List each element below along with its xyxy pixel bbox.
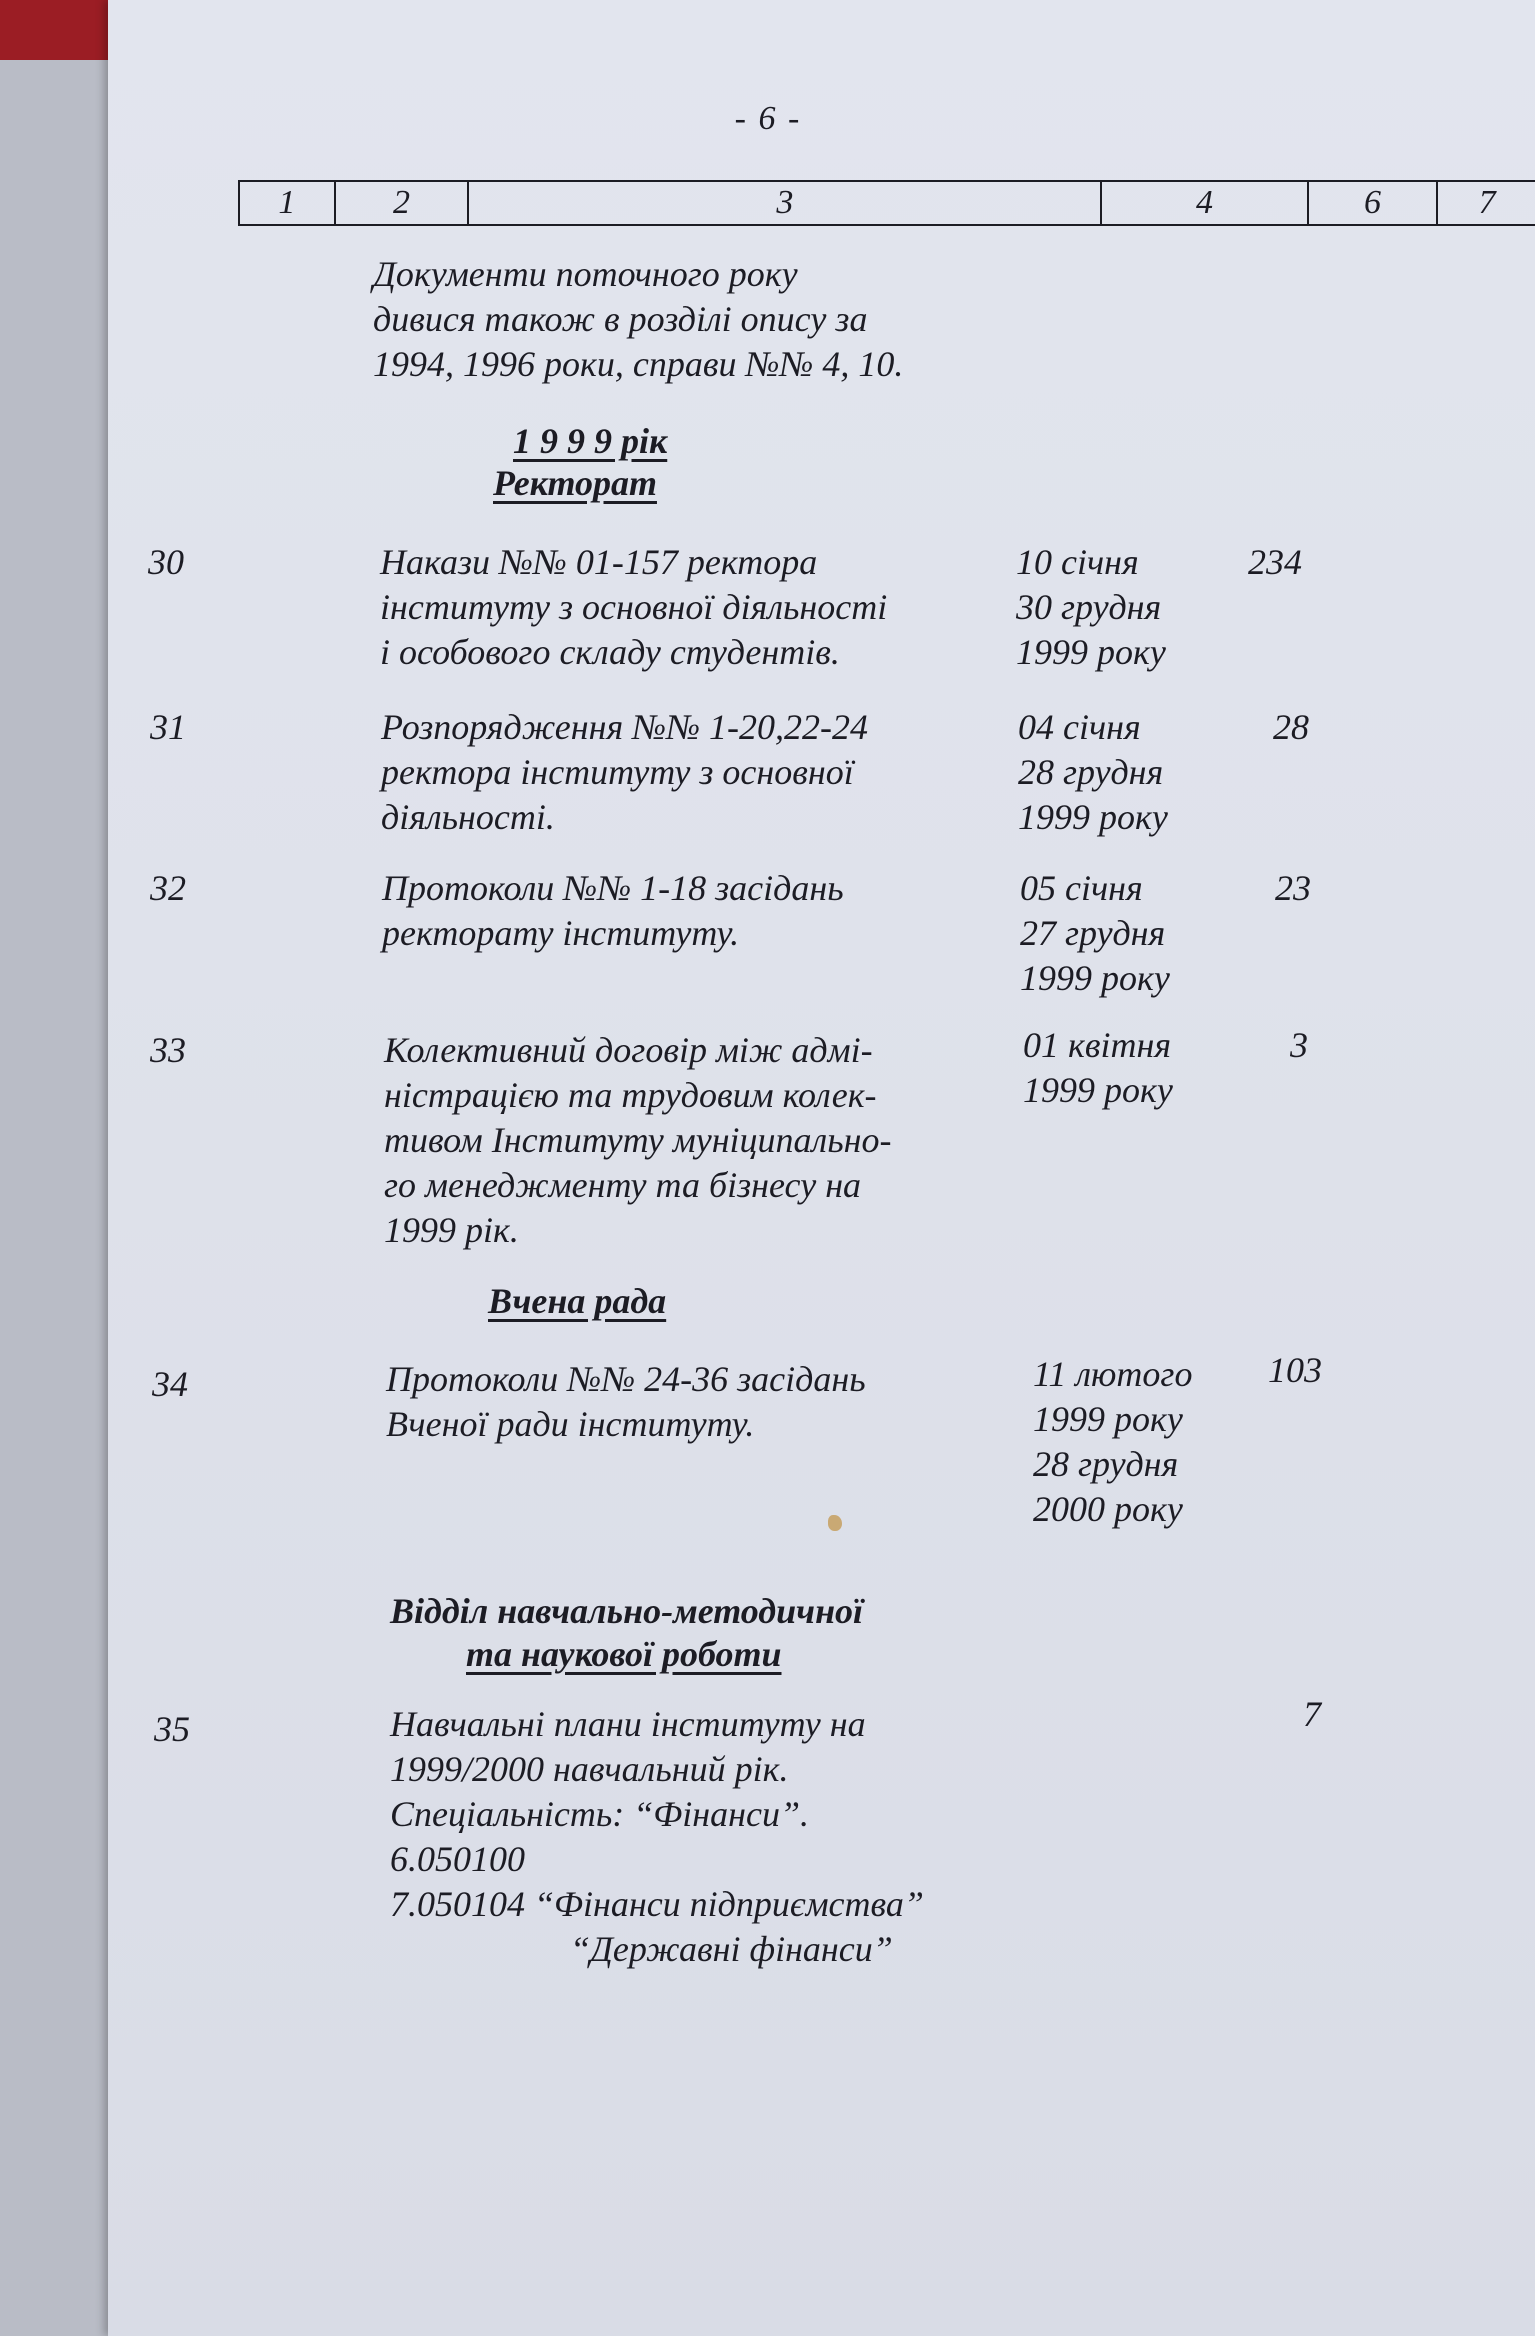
description-line: 6.050100 [390, 1839, 525, 1879]
entry-32-count: 23 [1275, 868, 1311, 908]
description-line: діяльності. [381, 797, 555, 837]
entry-30-count: 234 [1248, 542, 1302, 582]
entry-32-dates [1020, 866, 1170, 1001]
paper-stain [828, 1515, 842, 1531]
date-line: 1999 року [1016, 632, 1166, 672]
intro-note-line: Документи поточного року [373, 254, 798, 294]
entry-34-number: 34 [152, 1364, 188, 1404]
intro-note-line: дивися також в розділі опису за [373, 299, 868, 339]
description-line: інституту з основної діяльності [380, 587, 888, 627]
description-line: ністрацією та трудовим колек- [384, 1075, 877, 1115]
intro-note [373, 252, 903, 387]
description-line: ректора інституту з основної [381, 752, 854, 792]
description-line: Спеціальність: “Фінанси”. [390, 1794, 809, 1834]
column-header-1: 1 [240, 182, 336, 224]
date-line: 10 січня [1016, 542, 1139, 582]
date-line: 1999 року [1020, 958, 1170, 998]
date-line: 27 грудня [1020, 913, 1166, 953]
column-header-3: 3 [469, 182, 1102, 224]
year-heading: 1 9 9 9 рік [513, 421, 668, 461]
description-line: Навчальні плани інституту на [390, 1704, 866, 1744]
entry-31-dates [1018, 705, 1168, 840]
date-line: 01 квітня [1023, 1025, 1172, 1065]
description-line: Протоколи №№ 24-36 засідань [386, 1359, 866, 1399]
description-line: Розпорядження №№ 1-20,22-24 [381, 707, 869, 747]
entry-32-number: 32 [150, 868, 186, 908]
description-line: і особового складу студентів. [380, 632, 840, 672]
date-line: 1999 року [1018, 797, 1168, 837]
entry-34-count: 103 [1268, 1350, 1322, 1390]
description-line: ректорату інституту. [382, 913, 740, 953]
column-header-7: 7 [1478, 184, 1496, 221]
column-header-row [238, 180, 1535, 226]
description-line: 7.050104 “Фінанси підприємства” [390, 1884, 924, 1924]
entry-31-number: 31 [150, 707, 186, 747]
description-line: тивом Інституту муніципально- [384, 1120, 892, 1160]
page-number: - 6 - [734, 100, 802, 137]
entry-34-dates [1033, 1352, 1192, 1532]
entry-35-count: 7 [1303, 1694, 1321, 1734]
date-line: 11 лютого [1033, 1354, 1193, 1394]
section-heading-methodical-line2: та наукової роботи [466, 1634, 782, 1674]
entry-35-number: 35 [154, 1709, 190, 1749]
description-line: 1999 рік. [384, 1210, 519, 1250]
entry-33-description [384, 1028, 891, 1253]
column-header-2: 2 [336, 182, 470, 224]
document-page [108, 0, 1535, 2336]
entry-35-description [390, 1702, 924, 1972]
entry-30-dates [1016, 540, 1166, 675]
date-line: 28 грудня [1033, 1444, 1179, 1484]
background-red-corner [0, 0, 120, 60]
date-line: 04 січня [1018, 707, 1141, 747]
date-line: 30 грудня [1016, 587, 1162, 627]
entry-33-dates [1023, 1023, 1173, 1113]
description-line: “Державні фінанси” [570, 1929, 893, 1969]
date-line: 1999 року [1023, 1070, 1173, 1110]
entry-31-description [381, 705, 868, 840]
column-header-6: 6 [1309, 182, 1439, 224]
description-line: 1999/2000 навчальний рік. [390, 1749, 789, 1789]
section-heading-rectorate: Ректорат [493, 463, 657, 503]
section-heading-methodical-line1: Відділ навчально-методичної [390, 1591, 864, 1631]
date-line: 28 грудня [1018, 752, 1164, 792]
column-header-4: 4 [1102, 182, 1308, 224]
description-line: го менеджменту та бізнесу на [384, 1165, 862, 1205]
description-line: Вченої ради інституту. [386, 1404, 755, 1444]
entry-30-number: 30 [148, 542, 184, 582]
entry-31-count: 28 [1273, 707, 1309, 747]
entry-33-number: 33 [150, 1030, 186, 1070]
entry-34-description [386, 1357, 866, 1447]
entry-32-description [382, 866, 844, 956]
description-line: Протоколи №№ 1-18 засідань [382, 868, 844, 908]
date-line: 2000 року [1033, 1489, 1183, 1529]
section-heading-academic-council: Вчена рада [488, 1281, 667, 1321]
description-line: Накази №№ 01-157 ректора [380, 542, 818, 582]
intro-note-line: 1994, 1996 роки, справи №№ 4, 10. [373, 344, 904, 384]
date-line: 05 січня [1020, 868, 1143, 908]
entry-30-description [380, 540, 887, 675]
description-line: Колективний договір між адмі- [384, 1030, 873, 1070]
date-line: 1999 року [1033, 1399, 1183, 1439]
entry-33-count: 3 [1290, 1025, 1308, 1065]
